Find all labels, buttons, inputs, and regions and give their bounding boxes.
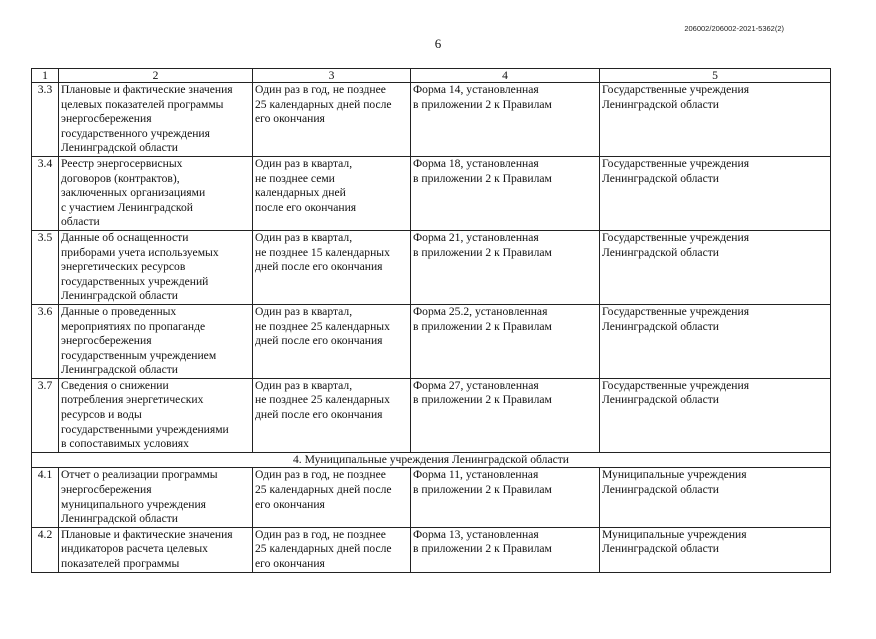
form-cell: Форма 11, установленная в приложении 2 к Правилам <box>411 468 600 527</box>
table-row <box>32 378 831 452</box>
form-cell: Форма 25.2, установленная в приложении 2 к Правилам <box>411 304 600 378</box>
responsible-cell: Государственные учреждения Ленинградской области <box>600 83 831 157</box>
column-header: 2 <box>59 69 253 83</box>
data-name-cell: Реестр энергосервисных договоров (контрактов), заключенных организациями с участием Ленинградской области <box>59 156 253 230</box>
column-header: 5 <box>600 69 831 83</box>
form-cell: Форма 27, установленная в приложении 2 к Правилам <box>411 378 600 452</box>
data-name-cell: Данные об оснащенности приборами учета используемых энергетических ресурсов государственных учреждений Ленинградской области <box>59 230 253 304</box>
period-cell: Один раз в квартал, не позднее 25 календарных дней после его окончания <box>253 378 411 452</box>
period-cell: Один раз в квартал, не позднее 25 календарных дней после его окончания <box>253 304 411 378</box>
table-row <box>32 527 831 572</box>
reporting-table <box>31 68 831 573</box>
period-cell: Один раз в год, не позднее 25 календарных дней после его окончания <box>253 527 411 572</box>
responsible-cell: Муниципальные учреждения Ленинградской области <box>600 527 831 572</box>
table-row <box>32 230 831 304</box>
data-name-cell: Плановые и фактические значения целевых показателей программы энергосбережения государственного учреждения Ленинградской области <box>59 83 253 157</box>
responsible-cell: Муниципальные учреждения Ленинградской области <box>600 468 831 527</box>
responsible-cell: Государственные учреждения Ленинградской области <box>600 230 831 304</box>
row-number: 4.2 <box>32 527 59 572</box>
table-row <box>32 304 831 378</box>
form-cell: Форма 14, установленная в приложении 2 к Правилам <box>411 83 600 157</box>
section-row <box>32 452 831 468</box>
form-cell: Форма 18, установленная в приложении 2 к Правилам <box>411 156 600 230</box>
column-header: 4 <box>411 69 600 83</box>
data-name-cell: Плановые и фактические значения индикаторов расчета целевых показателей программы <box>59 527 253 572</box>
responsible-cell: Государственные учреждения Ленинградской области <box>600 378 831 452</box>
section-title: 4. Муниципальные учреждения Ленинградской области <box>32 452 831 468</box>
column-header: 3 <box>253 69 411 83</box>
data-name-cell: Сведения о снижении потребления энергетических ресурсов и воды государственными учреждениями в сопоставимых условиях <box>59 378 253 452</box>
period-cell: Один раз в квартал, не позднее 15 календарных дней после его окончания <box>253 230 411 304</box>
row-number: 3.6 <box>32 304 59 378</box>
form-cell: Форма 13, установленная в приложении 2 к Правилам <box>411 527 600 572</box>
responsible-cell: Государственные учреждения Ленинградской области <box>600 304 831 378</box>
responsible-cell: Государственные учреждения Ленинградской области <box>600 156 831 230</box>
column-header: 1 <box>32 69 59 83</box>
page-number: 6 <box>434 36 442 51</box>
period-cell: Один раз в год, не позднее 25 календарных дней после его окончания <box>253 83 411 157</box>
data-name-cell: Отчет о реализации программы энергосбережения муниципального учреждения Ленинградской области <box>59 468 253 527</box>
form-cell: Форма 21, установленная в приложении 2 к Правилам <box>411 230 600 304</box>
row-number: 4.1 <box>32 468 59 527</box>
document-id: 206002/206002-2021-5362(2) <box>684 24 784 33</box>
row-number: 3.3 <box>32 83 59 157</box>
data-name-cell: Данные о проведенных мероприятиях по пропаганде энергосбережения государственным учреждением Ленинградской области <box>59 304 253 378</box>
row-number: 3.5 <box>32 230 59 304</box>
row-number: 3.4 <box>32 156 59 230</box>
row-number: 3.7 <box>32 378 59 452</box>
table-row <box>32 156 831 230</box>
table-row <box>32 83 831 157</box>
period-cell: Один раз в год, не позднее 25 календарных дней после его окончания <box>253 468 411 527</box>
column-number-row <box>32 69 831 83</box>
period-cell: Один раз в квартал, не позднее семи календарных дней после его окончания <box>253 156 411 230</box>
table-row <box>32 468 831 527</box>
